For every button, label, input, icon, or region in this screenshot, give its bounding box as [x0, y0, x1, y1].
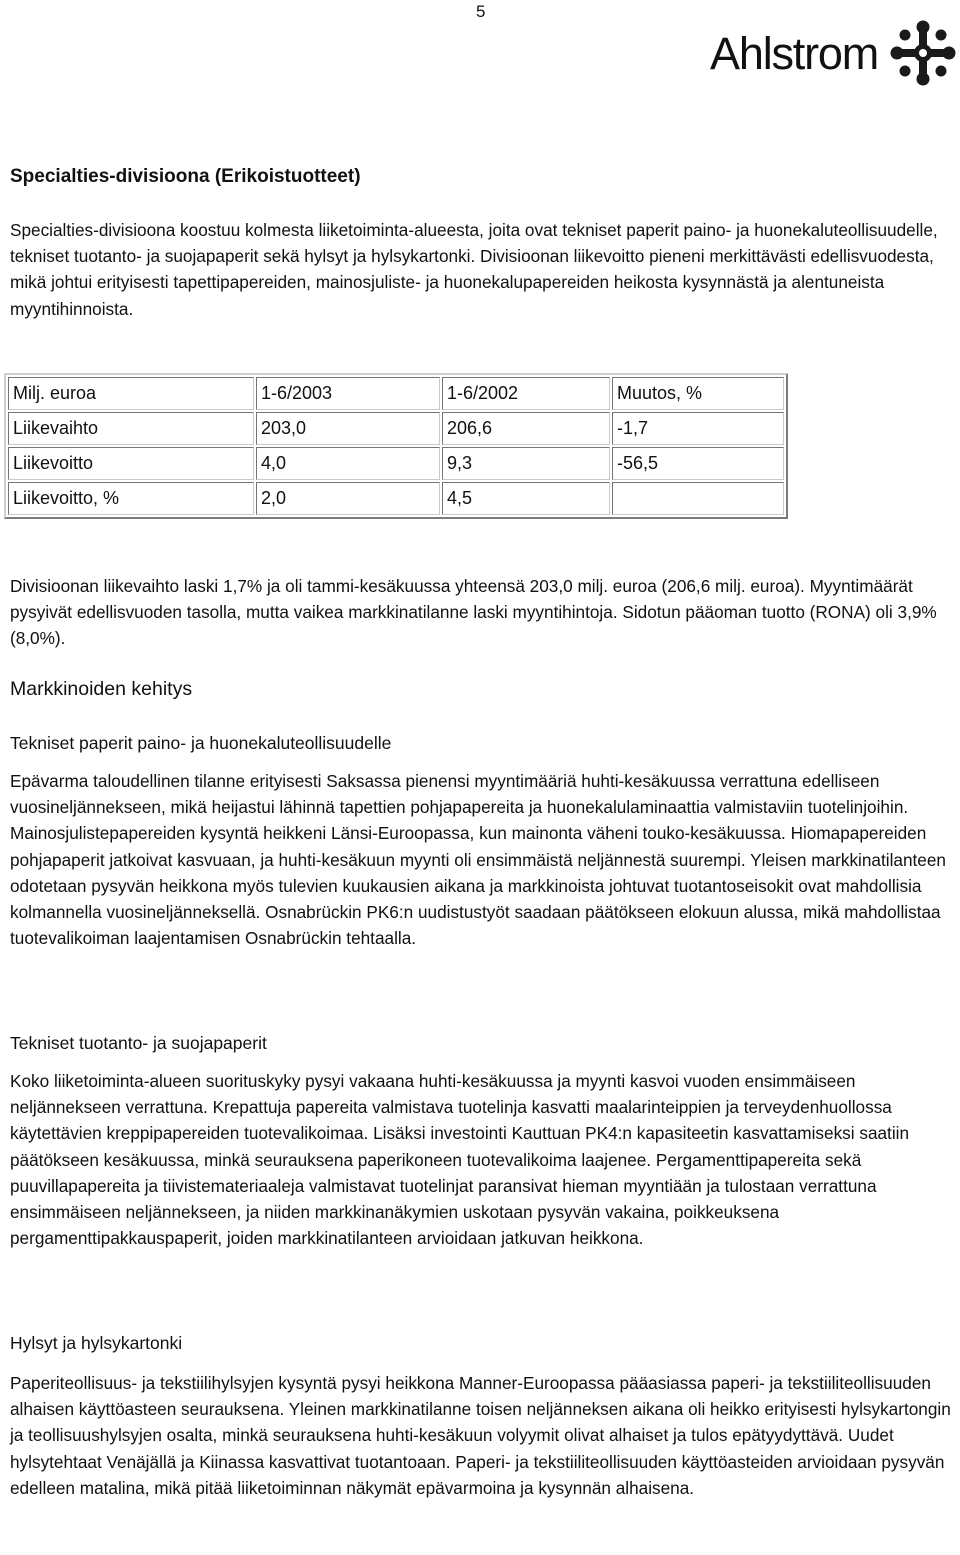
ahlstrom-symbol-icon: [888, 18, 958, 88]
table-row: [8, 447, 784, 480]
market-heading: Markkinoiden kehitys: [10, 678, 193, 700]
summary-paragraph: Divisioonan liikevaihto laski 1,7% ja oli tammi-kesäkuussa yhteensä 203,0 milj. euroa (206,6 milj. euroa). Myyntimäärät pysyivät edellisvuoden tasolla, mutta vaikea markkinatilanne laski myyntihintoja. Sidotun pääoman tuotto (RONA) oli 3,9% (8,0%).: [10, 576, 937, 649]
table-header-cell: Muutos, %: [612, 377, 784, 410]
table-cell: 203,0: [256, 412, 440, 445]
table-row: [8, 482, 784, 515]
logo-text: Ahlstrom: [710, 27, 878, 79]
table-cell: -1,7: [612, 412, 784, 445]
table-header-row: [8, 377, 784, 410]
table-cell: 2,0: [256, 482, 440, 515]
section-heading: Tekniset tuotanto- ja suojapaperit: [10, 1033, 267, 1053]
table-header-cell: 1-6/2002: [442, 377, 610, 410]
table-header-cell: Milj. euroa: [8, 377, 254, 410]
table-header-cell: 1-6/2003: [256, 377, 440, 410]
table-cell: 9,3: [442, 447, 610, 480]
table-cell: 4,5: [442, 482, 610, 515]
ahlstrom-logo: [710, 18, 958, 88]
table-cell: Liikevaihto: [8, 412, 254, 445]
table-cell: 4,0: [256, 447, 440, 480]
section-paragraph: Paperiteollisuus- ja tekstiilihylsyjen kysyntä pysyi heikkona Manner-Euroopassa pääasiassa paperi- ja tekstiiliteollisuuden alhaisen käyttöasteen seurauksena. Yleinen markkinatilanne toisen neljänneksen aikana oli heikko erityisesti hylsykartongin ja teollisuushylsyjen osalta, minkä seurauksena huhti-kesäkuun volyymit olivat alhaiset ja tulos epätyydyttävä. Uudet hylsytehtaat Venäjällä ja Kiinassa kasvattivat tuotantoaan. Paperi- ja tekstiiliteollisuuden käyttöasteiden arvioidaan pysyvän edelleen matalina, mikä pitää liiketoiminnan näkymät epävarmoina ja kysynnän alhaisena.: [10, 1373, 951, 1498]
intro-paragraph: Specialties-divisioona koostuu kolmesta liiketoiminta-alueesta, joita ovat tekniset paperit paino- ja huonekaluteollisuudelle, tekniset tuotanto- ja suojapaperit sekä hylsyt ja hylsykartonki. Divisioonan liikevoitto pieneni merkittävästi edellisvuodesta, mikä johtui erityisesti tapettipapereiden, mainosjuliste- ja huonekalupapereiden heikosta kysynnästä ja alentuneista myyntihinnoista.: [10, 220, 938, 319]
financials-table: [4, 373, 788, 519]
table-row: [8, 412, 784, 445]
page-number: 5: [476, 2, 486, 21]
table-cell: Liikevoitto: [8, 447, 254, 480]
table-cell: [612, 482, 784, 515]
table-cell: Liikevoitto, %: [8, 482, 254, 515]
table-cell: 206,6: [442, 412, 610, 445]
section-paragraph: Koko liiketoiminta-alueen suorituskyky pysyi vakaana huhti-kesäkuussa ja myynti kasvoi vuoden ensimmäiseen neljännekseen verrattuna. Krepattuja papereita valmistava tuotelinja kasvatti maalarinteippien ja terveydenhuollossa käytettävien kreppipapereiden tuotevalikoimaa. Lisäksi investointi Kauttuan PK4:n kapasiteetin kasvattamiseksi saatiin päätökseen kesäkuussa, minkä seurauksena paperikoneen tuotevalikoima laajenee. Pergamenttipapereita sekä puuvillapapereita ja tiivistemateriaaleja valmistavat tuotelinjat paransivat hieman myyntiään ja tulostaan verrattuna ensimmäiseen neljännekseen, ja niiden markkinanäkymien uskotaan pysyvän vakaina, poikkeuksena pergamenttipakkauspaperit, joiden markkinatilanteen arvioidaan jatkuvan heikkona.: [10, 1071, 910, 1249]
section-heading: Hylsyt ja hylsykartonki: [10, 1333, 183, 1353]
section-paragraph: Epävarma taloudellinen tilanne erityisesti Saksassa pienensi myyntimääriä huhti-kesäkuussa verrattuna edelliseen vuosineljännekseen, mikä heijastui lähinnä tapettien pohjapapereita ja huonekalulaminaattia valmistaviin tuotelinjoihin. Mainosjulistepapereiden kysyntä heikkeni Länsi-Euroopassa, kun mainonta väheni touko-kesäkuussa. Hiomapapereiden pohjapaperit jatkoivat kasvuaan, ja huhti-kesäkuun myynti oli ensimmäistä neljännestä suurempi. Yleisen markkinatilanteen odotetaan pysyvän heikkona myös tulevien kuukausien aikana ja markkinoista johtuvat tuotantoseisokit ovat mahdollisia kolmannella vuosineljänneksellä. Osnabrückin PK6:n uudistustyöt saadaan päätökseen elokuun alussa, mikä mahdollistaa tuotevalikoiman laajentamisen Osnabrückin tehtaalla.: [10, 771, 946, 949]
table-cell: -56,5: [612, 447, 784, 480]
section-title: Specialties-divisioona (Erikoistuotteet): [10, 166, 361, 187]
section-heading: Tekniset paperit paino- ja huonekaluteollisuudelle: [10, 733, 392, 753]
